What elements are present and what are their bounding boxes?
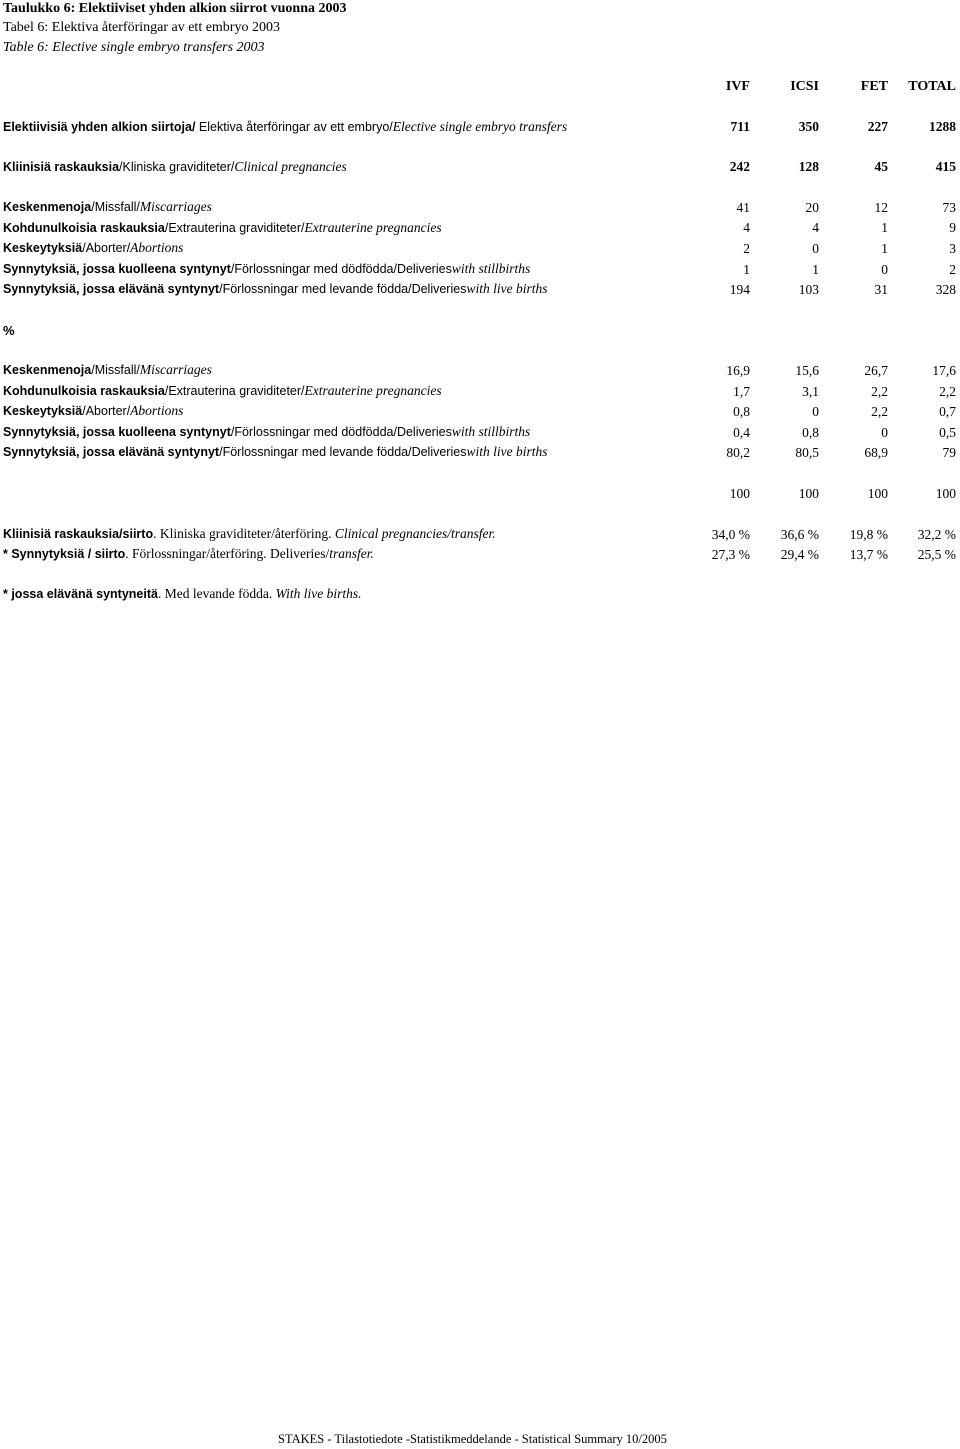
cell-value: 9 [949,220,956,235]
cell-value: 0,8 [733,404,750,419]
cell-value: 350 [798,119,819,134]
col-header-total: TOTAL [908,79,956,94]
cell-value: 15,6 [795,363,819,378]
row-label-stillbirths: Synnytyksiä, jossa kuolleena syntynyt/Förlossningar med dödfödda/Deliverieswith stillbirths [3,261,531,276]
cell-value: 2,2 [871,384,888,399]
cell-value: 80,2 [726,445,750,460]
cell-value: 19,8 % [849,527,888,542]
cell-value: 2,2 [871,404,888,419]
table-title-sv: Tabel 6: Elektiva återföringar av ett embryo 2003 [3,20,280,35]
total-value: 100 [935,486,956,501]
cell-value: 73 [942,200,956,215]
cell-value: 2 [949,262,956,277]
cell-value: 25,5 % [917,547,956,562]
row-label-clinical-pregnancies: Kliinisiä raskauksia/Kliniska graviditeter/Clinical pregnancies [3,159,347,174]
rate-row-label-clinical: Kliinisiä raskauksia/siirto. Kliniska graviditeter/återföring. Clinical pregnancies/transfer. [3,526,496,541]
cell-value: 16,9 [726,363,750,378]
cell-value: 80,5 [795,445,819,460]
cell-value: 3,1 [802,384,819,399]
cell-value: 194 [729,282,750,297]
cell-value: 242 [729,159,750,174]
cell-value: 36,6 % [780,527,819,542]
pct-row-label-extrauterine: Kohdunulkoisia raskauksia/Extrauterina graviditeter/Extrauterine pregnancies [3,383,442,398]
cell-value: 41 [736,200,750,215]
cell-value: 13,7 % [849,547,888,562]
cell-value: 27,3 % [711,547,750,562]
cell-value: 128 [798,159,819,174]
cell-value: 4 [812,220,819,235]
cell-value: 0,8 [802,425,819,440]
cell-value: 45 [874,159,888,174]
cell-value: 0,7 [939,404,956,419]
cell-value: 12 [874,200,888,215]
row-label-miscarriages: Keskenmenoja/Missfall/Miscarriages [3,199,212,214]
cell-value: 415 [935,159,956,174]
cell-value: 711 [730,119,750,134]
cell-value: 1 [812,262,819,277]
row-label-abortions: Keskeytyksiä/Aborter/Abortions [3,240,184,255]
cell-value: 17,6 [932,363,956,378]
cell-value: 2,2 [939,384,956,399]
rate-row-label-deliveries: * Synnytyksiä / siirto. Förlossningar/återföring. Deliveries/transfer. [3,546,374,561]
cell-value: 1,7 [733,384,750,399]
pct-row-label-stillbirths: Synnytyksiä, jossa kuolleena syntynyt/Förlossningar med dödfödda/Deliverieswith stillbirths [3,424,531,439]
cell-value: 3 [949,241,956,256]
cell-value: 0 [812,404,819,419]
col-header-fet: FET [860,79,888,94]
cell-value: 0 [812,241,819,256]
cell-value: 4 [743,220,750,235]
cell-value: 32,2 % [917,527,956,542]
row-label-extrauterine: Kohdunulkoisia raskauksia/Extrauterina graviditeter/Extrauterine pregnancies [3,220,442,235]
table-title-en: Table 6: Elective single embryo transfers 2003 [3,40,265,55]
row-label-live-births: Synnytyksiä, jossa elävänä syntynyt/Förlossningar med levande födda/Deliverieswith live births [3,281,548,296]
cell-value: 0 [881,262,888,277]
cell-value: 0 [881,425,888,440]
total-value: 100 [867,486,888,501]
cell-value: 103 [798,282,819,297]
cell-value: 328 [935,282,956,297]
cell-value: 0,5 [939,425,956,440]
cell-value: 2 [743,241,750,256]
cell-value: 1288 [929,119,956,134]
pct-row-label-abortions: Keskeytyksiä/Aborter/Abortions [3,403,184,418]
total-value: 100 [798,486,819,501]
percent-section-label: % [3,323,15,338]
cell-value: 0,4 [733,425,750,440]
row-label-elective-transfers: Elektiivisiä yhden alkion siirtoja/ Elektiva återföringar av ett embryo/Elective single embryo transfers [3,119,568,134]
cell-value: 31 [874,282,888,297]
cell-value: 29,4 % [780,547,819,562]
cell-value: 1 [881,220,888,235]
table-title-fi: Taulukko 6: Elektiiviset yhden alkion siirrot vuonna 2003 [3,1,347,16]
cell-value: 1 [743,262,750,277]
cell-value: 34,0 % [711,527,750,542]
pct-row-label-miscarriages: Keskenmenoja/Missfall/Miscarriages [3,362,212,377]
cell-value: 227 [867,119,888,134]
footnote: * jossa elävänä syntyneitä. Med levande födda. With live births. [3,586,362,601]
pct-row-label-live-births: Synnytyksiä, jossa elävänä syntynyt/Förlossningar med levande födda/Deliverieswith live births [3,444,548,459]
col-header-ivf: IVF [725,79,750,94]
cell-value: 20 [805,200,819,215]
col-header-icsi: ICSI [790,79,819,94]
cell-value: 26,7 [864,363,888,378]
cell-value: 68,9 [864,445,888,460]
total-value: 100 [729,486,750,501]
page-footer: STAKES - Tilastotiedote -Statistikmeddelande - Statistical Summary 10/2005 [278,1432,667,1446]
cell-value: 79 [942,445,956,460]
cell-value: 1 [881,241,888,256]
